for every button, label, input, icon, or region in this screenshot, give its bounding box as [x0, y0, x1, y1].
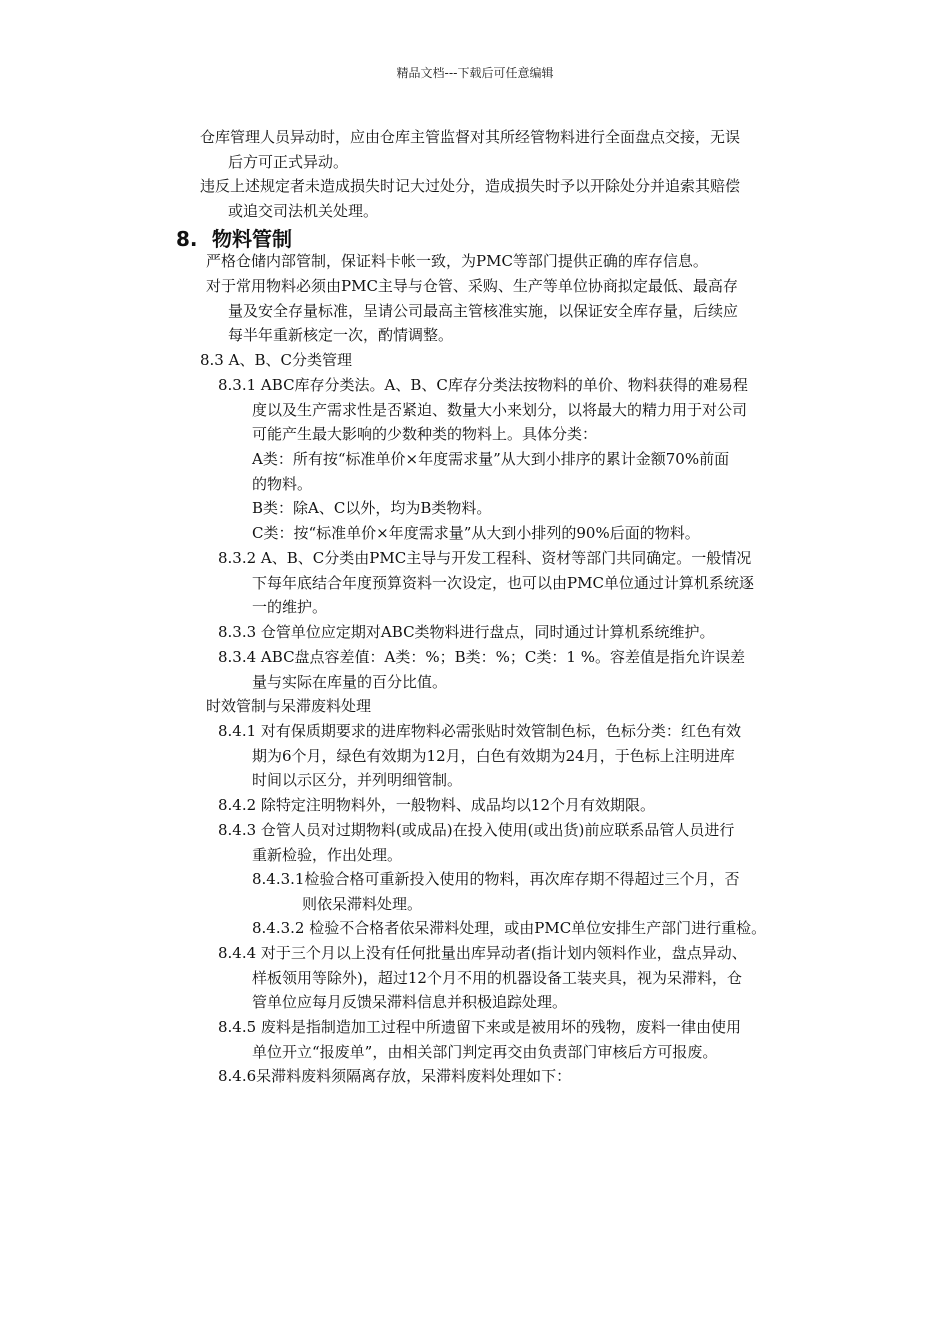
text-line: 可能产生最大影响的少数种类的物料上。具体分类： [252, 425, 598, 443]
item-8-3-3 [218, 620, 715, 645]
class-a-definition [252, 447, 729, 496]
text-line: 8.4.6呆滞料废料须隔离存放，呆滞料废料处理如下： [218, 1067, 572, 1085]
text-line: 时效管制与呆滞废料处理 [206, 697, 372, 715]
item-8-3-2 [218, 546, 754, 620]
section-heading [176, 223, 292, 252]
text-line: 8.4.3.2 检验不合格者依呆滞料处理，或由PMC单位安排生产部门进行重检。 [252, 919, 767, 937]
text-line: 期为6个月，绿色有效期为12月，白色有效期为24月，于色标上注明进库 [252, 746, 735, 765]
page-header: 精品文档---下载后可任意编辑 [396, 66, 554, 80]
item-8-4-3 [218, 818, 734, 867]
paragraph-inventory-control [206, 249, 708, 274]
item-8-4-6 [218, 1064, 571, 1089]
text-line: 一的维护。 [252, 598, 328, 616]
text-line: 8.3.2 A、B、C分类由PMC主导与开发工程科、资材等部门共同确定。一般情况 [218, 549, 752, 567]
subsection-8-3-title [200, 348, 352, 373]
item-8-4-2 [218, 793, 655, 818]
item-8-4-5 [218, 1015, 741, 1064]
subsection-shelf-life-title [206, 694, 371, 719]
item-8-4-3-1 [252, 867, 739, 916]
text-line: 下每年底结合年度预算资料一次设定，也可以由PMC单位通过计算机系统逐 [252, 573, 754, 592]
section-title: 物料管制 [212, 227, 292, 251]
text-line: 单位开立“报废单”，由相关部门判定再交由负责部门审核后方可报废。 [252, 1042, 718, 1061]
item-8-3-4 [218, 645, 745, 694]
text-line: 每半年重新核定一次，酌情调整。 [228, 326, 454, 344]
text-line: B类：除A、C以外，均为B类物料。 [252, 499, 492, 517]
text-line: 8.4.3.1检验合格可重新投入使用的物料，再次库存期不得超过三个月，否 [252, 870, 740, 888]
text-line: 则依呆滞料处理。 [302, 894, 423, 913]
text-line: 仓库管理人员异动时，应由仓库主管监督对其所经管物料进行全面盘点交接，无误 [200, 128, 741, 146]
text-line: 度以及生产需求性是否紧迫、数量大小来划分，以将最大的精力用于对公司 [252, 400, 748, 419]
text-line: 8.4.3 仓管人员对过期物料(或成品)在投入使用(或出货)前应联系品管人员进行 [218, 821, 735, 839]
text-line: 或追交司法机关处理。 [228, 201, 379, 220]
text-line: 8.3.4 ABC盘点容差值：A类：%；B类：%；C类：1 %。容差值是指允许误差 [218, 648, 745, 666]
text-line: 重新检验，作出处理。 [252, 845, 403, 864]
text-line: 样板领用等除外)，超过12个月不用的机器设备工装夹具，视为呆滞料，仓 [252, 968, 742, 987]
class-b-definition [252, 496, 491, 521]
section-number: 8. [176, 227, 198, 251]
text-line: 的物料。 [252, 474, 313, 493]
paragraph-handover [200, 125, 740, 174]
text-line: 管单位应每月反馈呆滞料信息并积极追踪处理。 [252, 993, 568, 1011]
paragraph-stock-levels [206, 274, 738, 348]
text-line: 严格仓储内部管制，保证料卡帐一致，为PMC等部门提供正确的库存信息。 [206, 252, 708, 270]
text-line: 8.3.3 仓管单位应定期对ABC类物料进行盘点，同时通过计算机系统维护。 [218, 623, 715, 641]
text-line: C类：按“标准单价×年度需求量”从大到小排列的90%后面的物料。 [252, 524, 700, 542]
item-8-4-1 [218, 719, 741, 793]
text-line: 8.4.1 对有保质期要求的进库物料必需张贴时效管制色标，色标分类：红色有效 [218, 722, 741, 740]
class-c-definition [252, 521, 700, 546]
text-line: 违反上述规定者未造成损失时记大过处分，造成损失时予以开除处分并追索其赔偿 [200, 177, 741, 195]
paragraph-penalty [200, 174, 740, 223]
text-line: A类：所有按“标准单价×年度需求量”从大到小排序的累计金额70%前面 [252, 450, 730, 468]
text-line: 8.3.1 ABC库存分类法。A、B、C库存分类法按物料的单价、物料获得的难易程 [218, 376, 748, 394]
text-line: 8.4.5 废料是指制造加工过程中所遗留下来或是被用坏的残物，废料一律由使用 [218, 1018, 741, 1036]
text-line: 8.4.2 除特定注明物料外，一般物料、成品均以12个月有效期限。 [218, 796, 656, 814]
text-line: 后方可正式异动。 [228, 152, 349, 171]
text-line: 量及安全存量标准，呈请公司最高主管核准实施，以保证安全库存量，后续应 [228, 301, 739, 320]
item-8-4-4 [218, 941, 747, 1015]
text-line: 8.4.4 对于三个月以上没有任何批量出库异动者(指计划内领料作业，盘点异动、 [218, 944, 747, 962]
text-line: 8.3 A、B、C分类管理 [200, 351, 352, 369]
text-line: 对于常用物料必须由PMC主导与仓管、采购、生产等单位协商拟定最低、最高存 [206, 277, 738, 295]
item-8-4-3-2 [252, 916, 766, 941]
item-8-3-1 [218, 373, 748, 447]
text-line: 量与实际在库量的百分比值。 [252, 672, 448, 691]
text-line: 时间以示区分，并列明细管制。 [252, 771, 463, 789]
